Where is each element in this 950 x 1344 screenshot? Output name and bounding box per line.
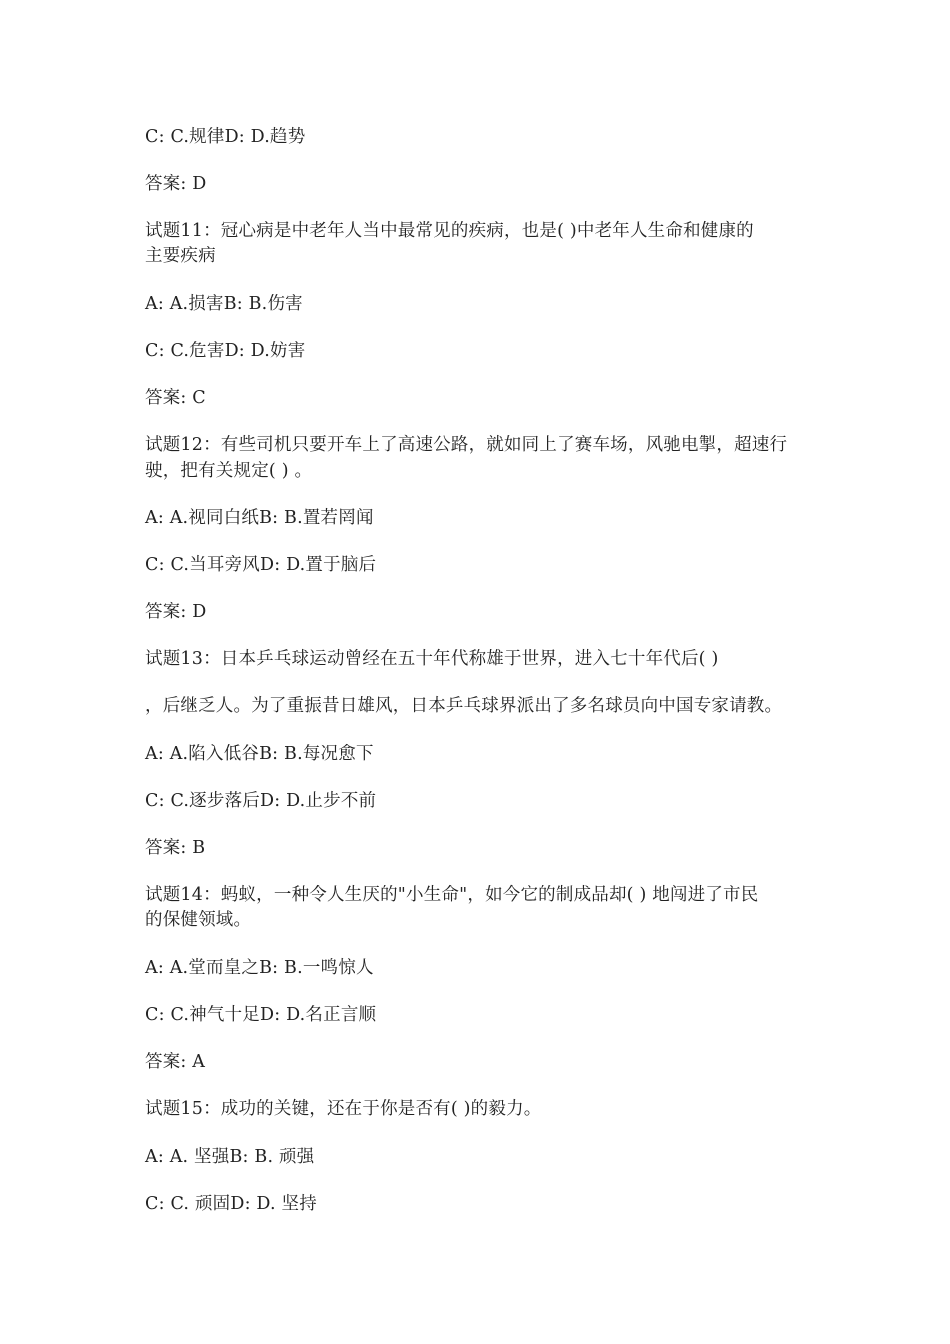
question-12-option-ab: A: A.视同白纸B: B.置若罔闻 [145, 508, 374, 528]
question-14-line-2: 的保健领域。 [145, 910, 252, 930]
question-11-answer: 答案: C [145, 388, 206, 408]
question-11-line-1: 试题11：冠心病是中老年人当中最常见的疾病，也是( )中老年人生命和健康的 [145, 221, 754, 241]
question-13-line-1: 试题13：日本乒乓球运动曾经在五十年代称雄于世界，进入七十年代后( ) [145, 649, 719, 669]
question-13-answer: 答案: B [145, 838, 206, 858]
option-line-cd: C: C.规律D: D.趋势 [145, 127, 306, 147]
question-14-line-1: 试题14：蚂蚁，一种令人生厌的"小生命"，如今它的制成品却( ) 地闯进了市民 [145, 885, 759, 905]
question-14-option-cd: C: C.神气十足D: D.名正言顺 [145, 1005, 377, 1025]
question-15-option-ab: A: A. 坚强B: B. 顽强 [145, 1147, 315, 1167]
question-12-answer: 答案: D [145, 602, 207, 622]
question-14-answer: 答案: A [145, 1052, 206, 1072]
question-11-line-2: 主要疾病 [145, 246, 216, 266]
question-13-line-2: ，后继乏人。为了重振昔日雄风，日本乒乓球界派出了多名球员向中国专家请教。 [145, 696, 783, 716]
question-15-option-cd: C: C. 顽固D: D. 坚持 [145, 1194, 317, 1214]
question-13-option-cd: C: C.逐步落后D: D.止步不前 [145, 791, 377, 811]
question-12-line-2: 驶，把有关规定( ) 。 [145, 461, 313, 481]
answer-line: 答案: D [145, 174, 207, 194]
question-15-line-1: 试题15：成功的关键，还在于你是否有( )的毅力。 [145, 1099, 542, 1119]
question-13-option-ab: A: A.陷入低谷B: B.每况愈下 [145, 744, 374, 764]
question-12-line-1: 试题12：有些司机只要开车上了高速公路，就如同上了赛车场，风驰电掣，超速行 [145, 435, 788, 455]
question-11-option-ab: A: A.损害B: B.伤害 [145, 294, 303, 314]
question-14-option-ab: A: A.堂而皇之B: B.一鸣惊人 [145, 958, 374, 978]
question-11-option-cd: C: C.危害D: D.妨害 [145, 341, 306, 361]
question-12-option-cd: C: C.当耳旁风D: D.置于脑后 [145, 555, 377, 575]
